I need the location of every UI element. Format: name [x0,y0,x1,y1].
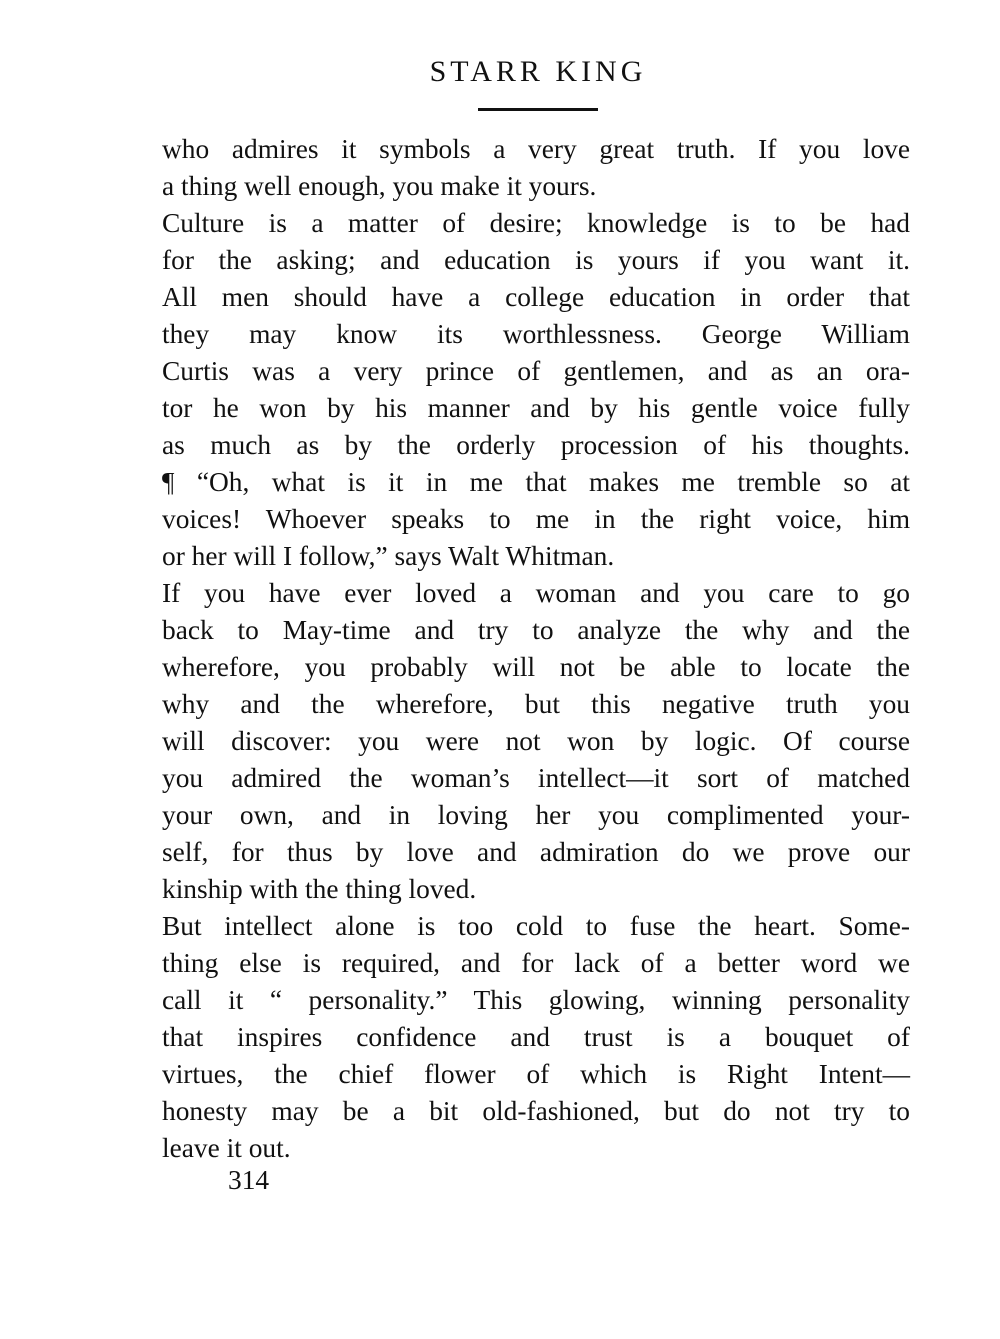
text-line: back to May-time and try to analyze the why and the [162,615,910,645]
text-line: why and the wherefore, but this negative truth you [162,689,910,719]
text-line: tor he won by his manner and by his gentle voice fully [162,393,910,423]
text-line: you admired the woman’s intellect—it sort of matched [162,763,910,793]
text-line: kinship with the thing loved. [162,874,477,904]
text-line: will discover: you were not won by logic. Of course [162,726,910,756]
page-number: 314 [228,1165,270,1195]
text-line: that inspires confidence and trust is a bouquet of [162,1022,910,1052]
text-line: call it “ personality.” This glowing, winning personality [162,985,910,1015]
text-line: as much as by the orderly procession of his thoughts. [162,430,910,460]
text-line: for the asking; and education is yours if you want it. [162,245,910,275]
text-line: who admires it symbols a very great truth. If you love [162,134,910,164]
text-line: All men should have a college education in order that [162,282,910,312]
body-text [162,131,910,1167]
text-line: If you have ever loved a woman and you care to go [162,578,910,608]
text-line: voices! Whoever speaks to me in the right voice, him [162,504,910,534]
text-line: virtues, the chief flower of which is Right Intent— [162,1059,910,1089]
running-head: STARR KING [429,55,647,88]
text-line: your own, and in loving her you complimented your- [162,800,910,830]
text-line: But intellect alone is too cold to fuse the heart. Some- [162,911,910,941]
text-line: a thing well enough, you make it yours. [162,171,597,201]
text-line: honesty may be a bit old-fashioned, but do not try to [162,1096,910,1126]
text-line: Curtis was a very prince of gentlemen, and as an ora- [162,356,910,386]
text-line: or her will I follow,” says Walt Whitman. [162,541,615,571]
header-rule [478,108,598,111]
text-line: thing else is required, and for lack of a better word we [162,948,910,978]
text-line: self, for thus by love and admiration do we prove our [162,837,910,867]
text-line: Culture is a matter of desire; knowledge is to be had [162,208,910,238]
text-line: ¶ “Oh, what is it in me that makes me tremble so at [162,467,910,497]
text-line: leave it out. [162,1133,291,1163]
text-line: they may know its worthlessness. George William [162,319,910,349]
text-line: wherefore, you probably will not be able to locate the [162,652,910,682]
